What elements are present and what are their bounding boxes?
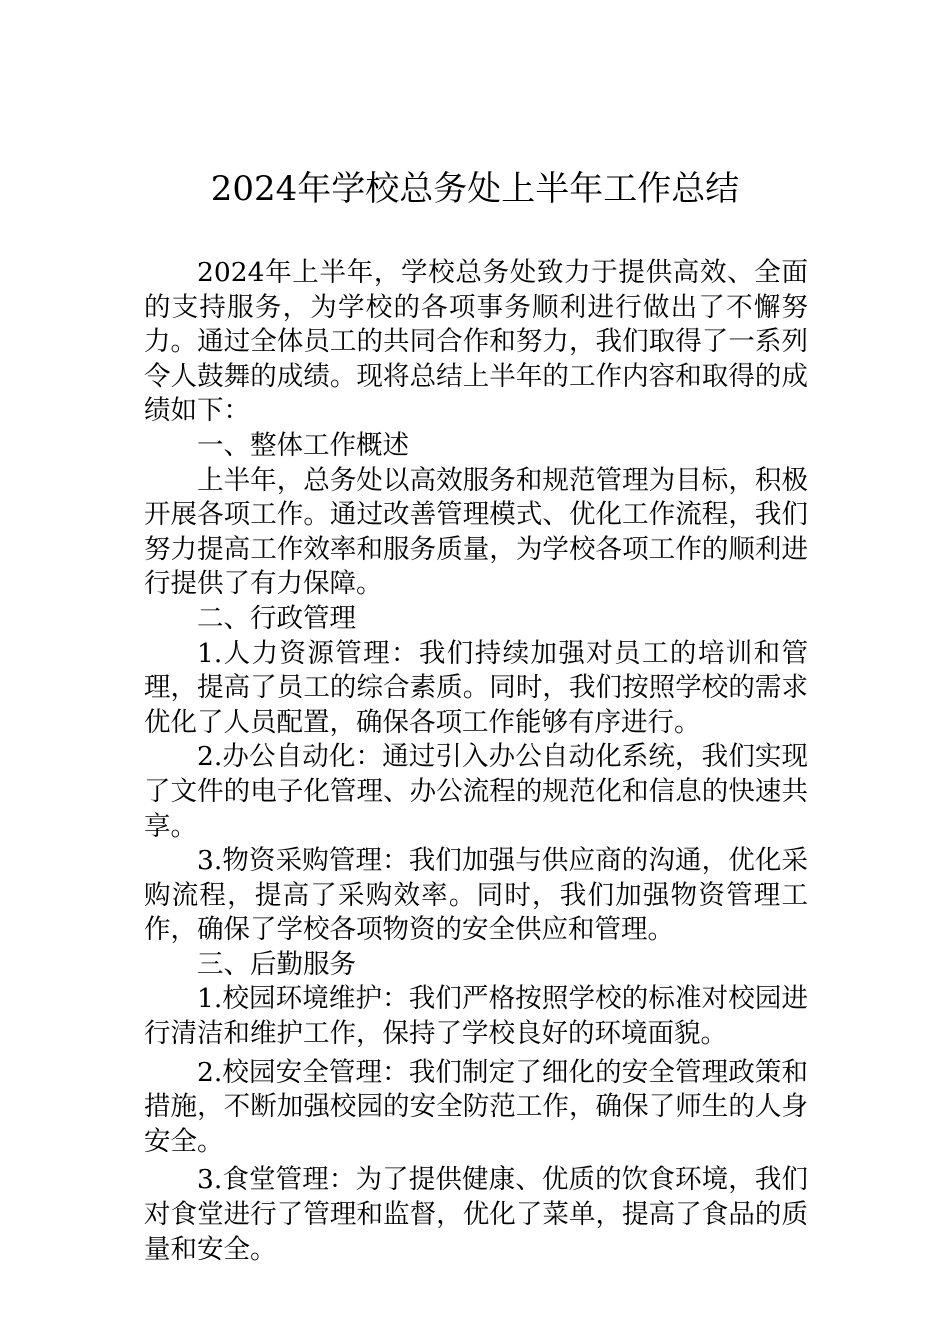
document-body (144, 256, 808, 1267)
section-paragraph: 3.物资采购管理：我们加强与供应商的沟通，优化采购流程，提高了采购效率。同时，我们加强物资管理工作，确保了学校各项物资的安全供应和管理。 (144, 845, 808, 946)
section-paragraph: 2.办公自动化：通过引入办公自动化系统，我们实现了文件的电子化管理、办公流程的规范化和信息的快速共享。 (144, 741, 808, 842)
section-paragraph: 1.校园环境维护：我们严格按照学校的标准对校园进行清洁和维护工作，保持了学校良好的环境面貌。 (144, 983, 808, 1050)
section-paragraph: 3.食堂管理：为了提供健康、优质的饮食环境，我们对食堂进行了管理和监督，优化了菜单，提高了食品的质量和安全。 (144, 1164, 808, 1265)
document-title: 2024年学校总务处上半年工作总结 (210, 169, 740, 209)
section-heading: 二、行政管理 (197, 602, 356, 634)
section-paragraph: 2.校园安全管理：我们制定了细化的安全管理政策和措施，不断加强校园的安全防范工作，确保了师生的人身安全。 (144, 1056, 808, 1157)
section-paragraph: 上半年，总务处以高效服务和规范管理为目标，积极开展各项工作。通过改善管理模式、优化工作流程，我们努力提高工作效率和服务质量，为学校各项工作的顺利进行提供了有力保障。 (144, 464, 808, 600)
section-heading: 一、整体工作概述 (197, 429, 409, 461)
section-paragraph: 1.人力资源管理：我们持续加强对员工的培训和管理，提高了员工的综合素质。同时，我们按照学校的需求优化了人员配置，确保各项工作能够有序进行。 (144, 637, 808, 738)
section-heading: 三、后勤服务 (197, 948, 356, 980)
intro-paragraph: 2024年上半年，学校总务处致力于提供高效、全面的支持服务，为学校的各项事务顺利进行做出了不懈努力。通过全体员工的共同合作和努力，我们取得了一系列令人鼓舞的成绩。现将总结上半年的工作内容和取得的成绩如下： (144, 257, 808, 427)
